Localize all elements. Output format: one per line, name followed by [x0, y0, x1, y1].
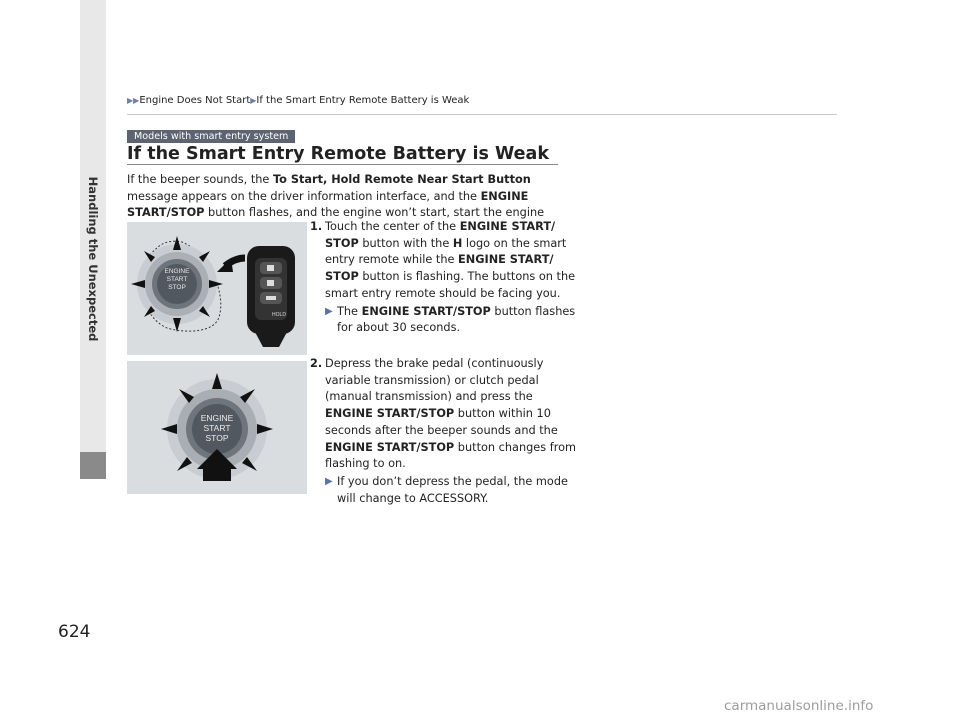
step-2: 2. Depress the brake pedal (continuously variable transmission) or clutch pedal (manual transmission) and press the ENGINE START/STOP button within 10 seconds after the beeper sounds and the ENGINE START/STOP button changes from flashing to on. ▶ If you don’t depress the pedal, the mode will change to ACCESSORY. [325, 356, 580, 507]
side-tab-marker [80, 452, 106, 479]
breadcrumb-part-1[interactable]: Engine Does Not Start [139, 95, 251, 106]
breadcrumb-part-2[interactable]: If the Smart Entry Remote Battery is Weak [256, 95, 470, 106]
breadcrumb-arrow-icon: ▶ [250, 96, 257, 105]
step-1-number: 1. [310, 220, 323, 233]
breadcrumb [127, 95, 469, 106]
step-2-number: 2. [310, 357, 323, 370]
result-arrow-icon: ▶ [325, 475, 333, 487]
step-2-result: ▶ If you don’t depress the pedal, the mode will change to ACCESSORY. [325, 474, 568, 505]
page-title: If the Smart Entry Remote Battery is Weak [127, 144, 549, 164]
button-label-start: START [203, 423, 231, 433]
intro-paragraph: If the beeper sounds, the To Start, Hold Remote Near Start Button message appears on the driver information interface, and the ENGINE START/STOP button flashes, and the engine won’t start, start the engine [127, 173, 545, 220]
smart-entry-remote-icon [247, 246, 295, 347]
header-rule [127, 114, 837, 115]
step-1: 1. Touch the center of the ENGINE START/ STOP button with the H logo on the smart entry remote while the ENGINE START/ STOP button is flashing. The buttons on the smart entry remote should be facing you. ▶ The ENGINE START/STOP button flashes for about 30 seconds. [325, 219, 580, 337]
illustration-remote-touch [127, 222, 307, 355]
breadcrumb-arrow-icon: ▶▶ [127, 96, 140, 105]
step-1-result: ▶ The ENGINE START/STOP button flashes for about 30 seconds. [325, 304, 576, 335]
model-badge: Models with smart entry system [127, 130, 295, 143]
button-label-engine: ENGINE [164, 268, 190, 275]
button-label-start: START [166, 276, 188, 283]
button-label-stop: STOP [205, 433, 229, 443]
remote-hold-label: HOLD [272, 312, 286, 318]
button-label-engine: ENGINE [200, 413, 234, 423]
watermark: carmanualsonline.info [724, 698, 874, 714]
illustration-press-button [127, 361, 307, 494]
button-label-stop: STOP [168, 284, 186, 291]
result-arrow-icon: ▶ [325, 305, 333, 317]
page-number: 624 [58, 622, 91, 642]
title-rule [127, 164, 558, 165]
